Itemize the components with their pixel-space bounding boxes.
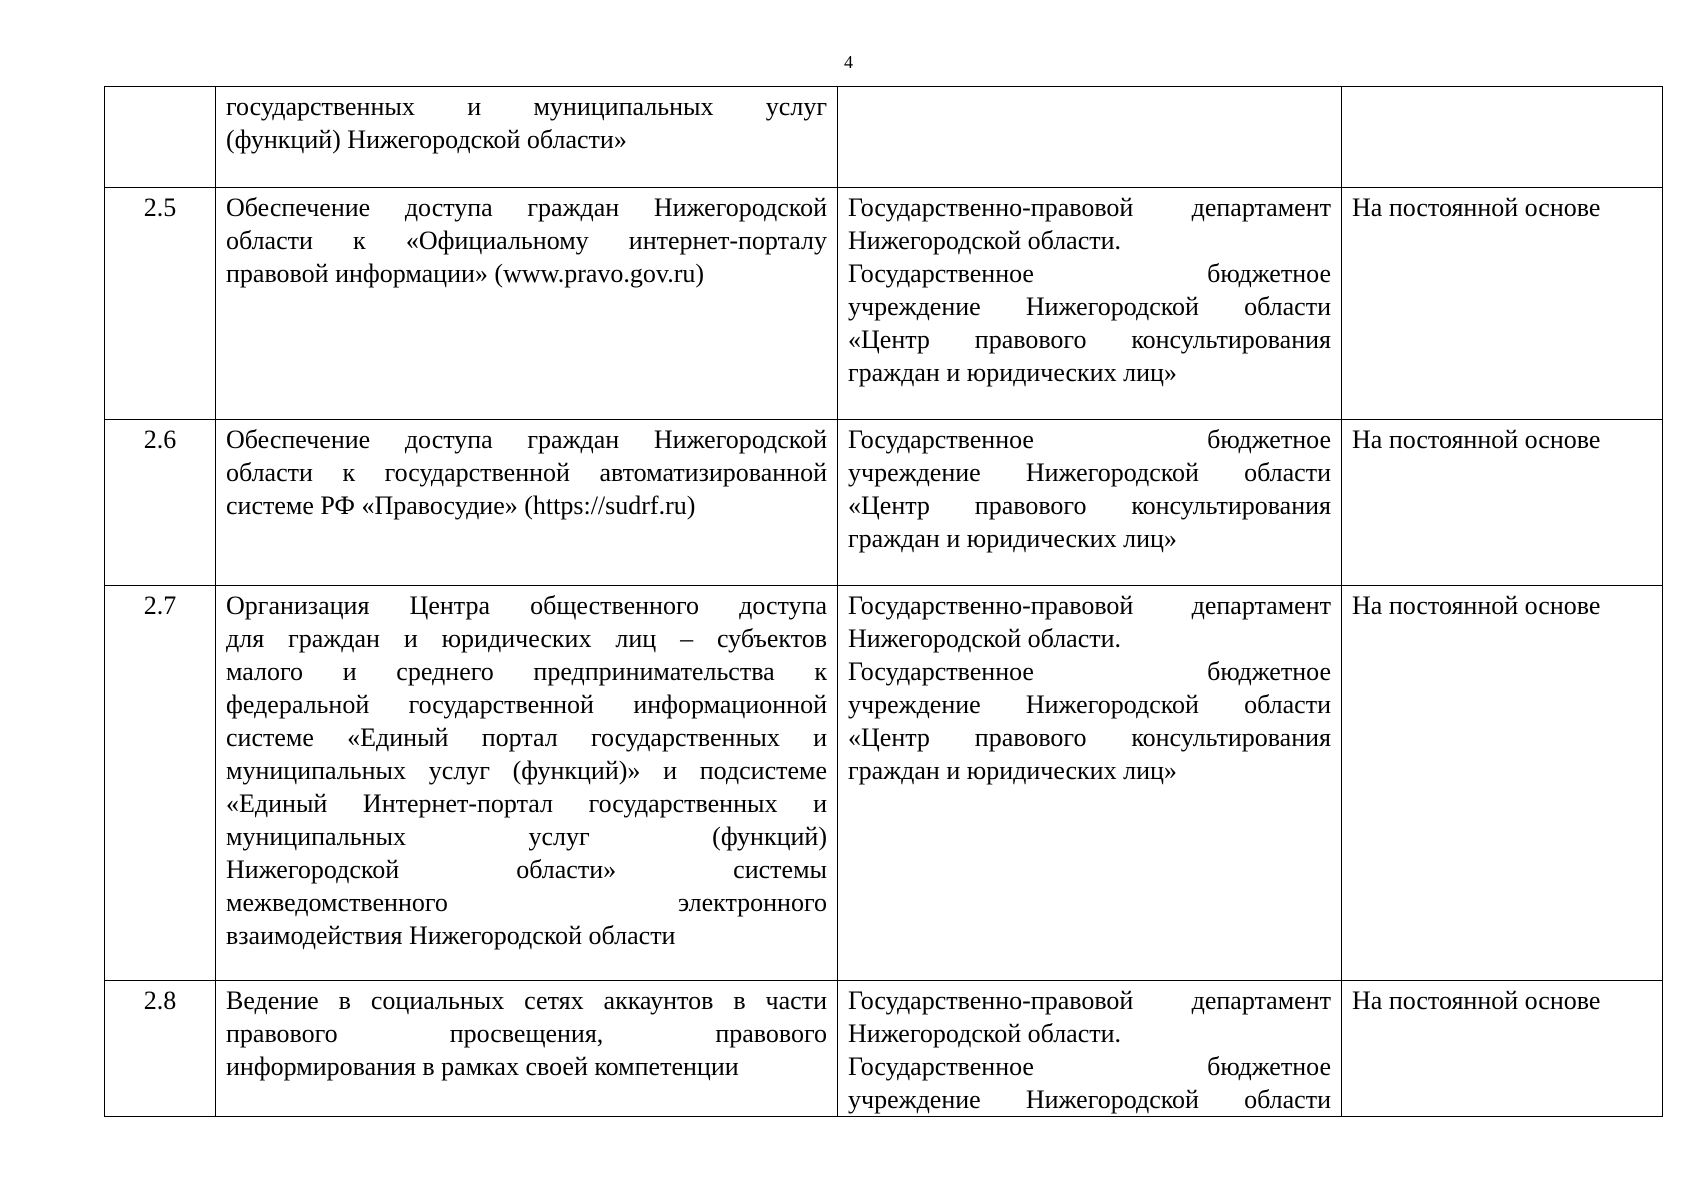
term-cell [1342, 87, 1663, 188]
responsible-line: учреждение Нижегородской области [848, 458, 1331, 487]
table-row [105, 87, 1663, 188]
row-number-cell [105, 420, 216, 586]
measure-description-line: Обеспечение доступа граждан Нижегородской [226, 193, 827, 222]
table-row [105, 586, 1663, 981]
measure-description-line: Ведение в социальных сетях аккаунтов в части [226, 986, 827, 1015]
responsible-line: Государственное бюджетное [848, 425, 1331, 454]
measure-description-line: системе «Единый портал государственных и [226, 723, 827, 752]
term-cell [1342, 586, 1663, 981]
responsible-line: учреждение Нижегородской области [848, 690, 1331, 719]
measure-description-line: Организация Центра общественного доступа [226, 591, 827, 620]
responsible-line: учреждение Нижегородской области [848, 292, 1331, 321]
responsible-line: учреждение Нижегородской области [848, 1085, 1331, 1114]
measure-description-line: (функций) Нижегородской области» [226, 125, 627, 154]
measures-table-body [105, 87, 1663, 1117]
responsible-line: Государственное бюджетное [848, 259, 1331, 288]
measure-description-cell [216, 87, 838, 188]
measure-description-line: информирования в рамках своей компетенции [226, 1052, 739, 1081]
term-text: На постоянной основе [1352, 986, 1601, 1015]
term-text: На постоянной основе [1352, 193, 1601, 222]
measure-description-line: муниципальных услуг (функций) [226, 822, 827, 851]
measure-description-line: системе РФ «Правосудие» (https://sudrf.ru) [226, 491, 696, 520]
row-number-cell [105, 188, 216, 420]
measure-description-line: Обеспечение доступа граждан Нижегородской [226, 425, 827, 454]
measure-description-line: «Единый Интернет-портал государственных и [226, 789, 827, 818]
row-number: 2.7 [143, 591, 177, 620]
measure-description-line: правовой информации» (www.pravo.gov.ru) [226, 259, 705, 288]
term-text: На постоянной основе [1352, 425, 1601, 454]
term-text: На постоянной основе [1352, 591, 1601, 620]
responsible-line: Государственное бюджетное [848, 1052, 1331, 1081]
responsible-line: Нижегородской области. [848, 1019, 1122, 1048]
measure-description-line: для граждан и юридических лиц – субъектов [226, 624, 827, 653]
responsible-line: Государственно-правовой департамент [848, 986, 1331, 1015]
responsible-cell [838, 981, 1342, 1117]
measure-description-line: взаимодействия Нижегородской области [226, 921, 676, 950]
responsible-line: граждан и юридических лиц» [848, 358, 1177, 387]
measures-table [104, 86, 1663, 1117]
responsible-line: Государственное бюджетное [848, 657, 1331, 686]
measure-description-line: муниципальных услуг (функций)» и подсистеме [226, 756, 827, 785]
row-number: 2.6 [143, 425, 177, 454]
responsible-line: «Центр правового консультирования [848, 491, 1331, 520]
measure-description-line: области к «Официальному интернет-порталу [226, 226, 827, 255]
responsible-line: граждан и юридических лиц» [848, 756, 1177, 785]
measure-description-line: межведомственного электронного [226, 888, 827, 917]
measure-description-cell [216, 981, 838, 1117]
responsible-line: Нижегородской области. [848, 624, 1122, 653]
term-cell [1342, 981, 1663, 1117]
page-number: 4 [844, 52, 853, 72]
responsible-line: Государственно-правовой департамент [848, 193, 1331, 222]
row-number-cell [105, 87, 216, 188]
measure-description-cell [216, 586, 838, 981]
responsible-cell [838, 87, 1342, 188]
measure-description-cell [216, 420, 838, 586]
table-row [105, 188, 1663, 420]
responsible-line: «Центр правового консультирования [848, 723, 1331, 752]
measure-description-line: Нижегородской области» системы [226, 855, 827, 884]
responsible-cell [838, 188, 1342, 420]
responsible-line: граждан и юридических лиц» [848, 524, 1177, 553]
responsible-cell [838, 586, 1342, 981]
measure-description-line: области к государственной автоматизированной [226, 458, 827, 487]
row-number-cell [105, 586, 216, 981]
measure-description-line: малого и среднего предпринимательства к [226, 657, 827, 686]
responsible-line: Нижегородской области. [848, 226, 1122, 255]
row-number-cell [105, 981, 216, 1117]
row-number: 2.5 [143, 193, 177, 222]
row-number: 2.8 [143, 986, 177, 1015]
table-row [105, 420, 1663, 586]
responsible-line: Государственно-правовой департамент [848, 591, 1331, 620]
responsible-cell [838, 420, 1342, 586]
responsible-line: «Центр правового консультирования [848, 325, 1331, 354]
measure-description-line: правового просвещения, правового [226, 1019, 827, 1048]
measure-description-line: федеральной государственной информационной [226, 690, 827, 719]
table-row [105, 981, 1663, 1117]
term-cell [1342, 420, 1663, 586]
measure-description-line: государственных и муниципальных услуг [226, 92, 827, 121]
measure-description-cell [216, 188, 838, 420]
term-cell [1342, 188, 1663, 420]
